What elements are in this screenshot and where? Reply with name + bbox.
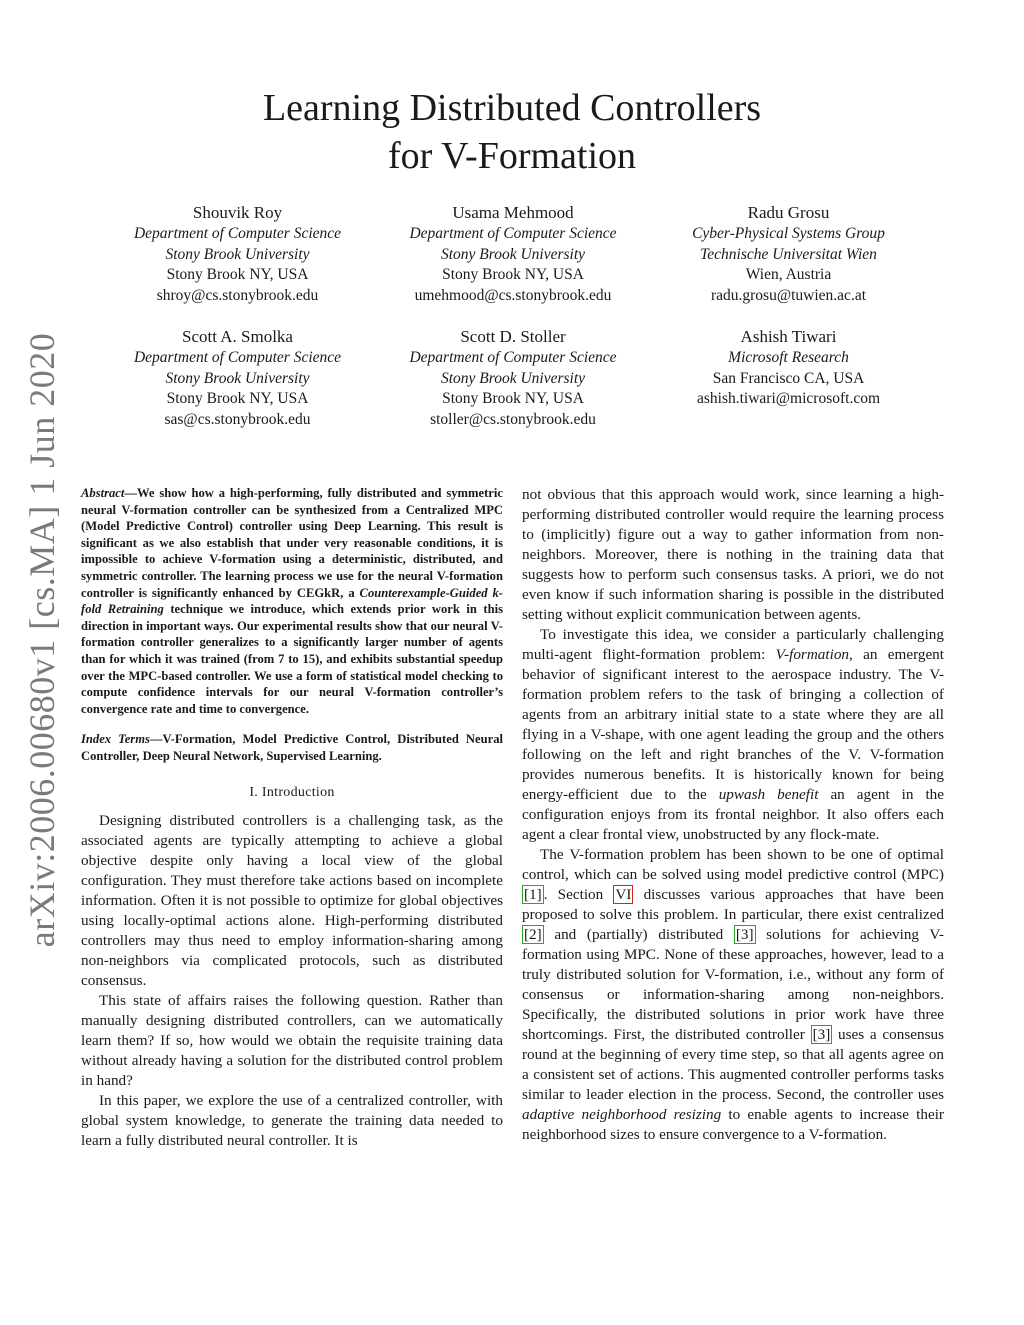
text-run: uses a consensus round at the beginning of every time step, so that all agents agree on a consistent set of actions. This augmented controller performs tasks similar to leader election in the process. Second, the controller uses <box>522 1026 944 1103</box>
author-name: Scott A. Smolka <box>182 327 293 346</box>
author-inst: Stony Brook University <box>440 369 586 387</box>
author-email: ashish.tiwari@microsoft.com <box>696 390 881 407</box>
author-name: Scott D. Stoller <box>460 327 566 346</box>
author-location: Stony Brook NY, USA <box>166 266 309 283</box>
author-dept: Department of Computer Science <box>133 349 342 366</box>
author-block <box>100 202 926 450</box>
author-email: stoller@cs.stonybrook.edu <box>430 410 596 428</box>
author-dept: Microsoft Research <box>728 349 849 366</box>
body-paragraph: not obvious that this approach would work, since learning a high-performing distributed controller would require the learning process to (implicitly) figure out a way to gather information from non-neighbors. Moreover, there is nothing in the training data that suggests how to perform such consensus tasks. A priori, we do not even know if such information sharing is possible in the distributed setting without explicit communication between agents. <box>522 486 944 623</box>
author-name: Shouvik Roy <box>192 203 283 222</box>
paper-title <box>0 84 1024 180</box>
text-run: to enable agents to increase their neighborhood sizes to ensure convergence to a V-formation. <box>522 1106 944 1143</box>
index-terms-text: —V-Formation, Model Predictive Control, Distributed Neural Controller, Deep Neural Network, Supervised Learning. <box>81 732 503 763</box>
author-dept: Cyber-Physical Systems Group <box>692 225 885 242</box>
emphasis: upwash benefit <box>718 786 819 803</box>
index-terms <box>81 731 503 764</box>
author-email: sas@cs.stonybrook.edu <box>164 410 311 428</box>
author-name: Usama Mehmood <box>452 203 574 222</box>
author-card <box>651 202 926 306</box>
author-row-2 <box>100 326 926 430</box>
text-run: solutions for achieving V-formation using MPC. None of these approaches, however, lead to a truly distributed solution for V-formation, i.e., without any form of consensus or information-sharing among non-neighbors. Specifically, the distributed solutions in prior work have three shortcomings. First, the distributed controller <box>522 926 944 1043</box>
text-run: and (partially) distributed <box>543 926 734 943</box>
author-email: umehmood@cs.stonybrook.edu <box>414 286 612 304</box>
title-line-1: Learning Distributed Controllers <box>262 87 762 129</box>
author-card <box>100 202 375 306</box>
intro-paragraph: This state of affairs raises the following question. Rather than manually designing distributed controllers, can we automatically learn them? If so, how would we obtain the requisite training data without already having a solution for the distributed control problem in hand? <box>81 991 503 1089</box>
abstract-technique-name: Counterexample-Guided k-fold Retraining <box>81 585 503 617</box>
citation-link[interactable]: [3] <box>735 926 754 943</box>
abstract-text-continued: technique we introduce, which extends prior work in this direction in important ways. Our experimental results show that our neural V-formation controller generalizes to a significantly larger number of agents than for which it was trained (from 7 to 15), and exhibits substantial speedup over the MPC-based controller. We use a form of statistical model checking to compute confidence intervals for our neural V-formation controller’s convergence rate and time to convergence. <box>81 602 503 716</box>
author-inst: Stony Brook University <box>440 245 586 263</box>
text-run: discusses various approaches that have been proposed to solve this problem. In particular, there exist centralized <box>522 886 944 923</box>
section-heading: I. Introduction <box>249 784 335 800</box>
body-paragraph <box>522 845 944 1145</box>
emphasis: adaptive neighborhood resizing <box>522 1106 722 1123</box>
author-row-1 <box>100 202 926 306</box>
text-run: To investigate this idea, we consider a particularly challenging multi-agent flight-formation problem: <box>522 626 944 663</box>
author-card <box>376 202 651 306</box>
author-card <box>100 326 375 430</box>
author-dept: Department of Computer Science <box>133 225 342 242</box>
text-run: . Section <box>543 886 614 903</box>
section-link[interactable]: VI <box>615 886 632 903</box>
emphasis: V-formation <box>775 646 850 663</box>
right-column <box>522 485 944 1145</box>
author-inst: Stony Brook University <box>165 369 310 387</box>
text-run: , an emergent behavior of significant interest to the aerospace industry. The V-formation problem refers to the task of bringing a collection of agents from an arbitrary initial state to a state where they are all flying in a V-shape, with one agent leading the group and the others following on the left and right branches of the V. V-formation provides numerous benefits. It is historically known for being energy-efficient due to the <box>522 646 944 803</box>
index-terms-label: Index Terms <box>81 732 150 747</box>
citation-link[interactable]: [3] <box>812 1026 831 1043</box>
arxiv-identifier: arXiv:2006.00680v1 [cs.MA] 1 Jun 2020 <box>22 332 62 948</box>
author-dept: Department of Computer Science <box>409 225 617 242</box>
author-location: Stony Brook NY, USA <box>442 390 584 407</box>
intro-paragraph: Designing distributed controllers is a challenging task, as the associated agents are typically attempting to achieve a global objective despite only having a local view of the global configuration. They must therefore take actions based on incomplete information. Often it is not possible to optimize for global objectives using locally-optimal actions alone. High-performing distributed controllers may thus need to employ information-sharing among non-neighbors via complicated protocols, such as distributed consensus. <box>81 811 503 989</box>
author-location: Stony Brook NY, USA <box>166 390 309 407</box>
author-location: Wien, Austria <box>745 266 832 283</box>
title-line-2: for V-Formation <box>387 135 637 177</box>
author-card <box>651 326 926 430</box>
author-name: Radu Grosu <box>747 203 830 222</box>
citation-link[interactable]: [2] <box>524 926 542 943</box>
abstract-text: —We show how a high-performing, fully distributed and symmetric neural V-formation controller can be synthesized from a Centralized MPC (Model Predictive Control) controller using Deep Learning. This result is significant as we also establish that under very reasonable conditions, it is impossible to achieve V-formation using a deterministic, distributed, and symmetric controller. The learning process we use for the neural V-formation controller is significantly enhanced by CEGkR, a <box>81 486 503 600</box>
left-column <box>81 485 503 1151</box>
author-card <box>376 326 651 430</box>
author-name: Ashish Tiwari <box>740 327 837 346</box>
author-inst: Stony Brook University <box>165 245 310 263</box>
text-run: The V-formation problem has been shown to be one of optimal control, which can be solved using model predictive control (MPC) <box>522 846 944 883</box>
author-location: San Francisco CA, USA <box>712 369 865 387</box>
author-email: radu.grosu@tuwien.ac.at <box>710 286 866 304</box>
author-inst: Technische Universitat Wien <box>700 245 877 263</box>
author-location: Stony Brook NY, USA <box>442 266 584 283</box>
body-paragraph <box>522 625 944 845</box>
intro-paragraph: In this paper, we explore the use of a centralized controller, with global system knowledge, to generate the training data needed to learn a fully distributed neural controller. It is <box>81 1091 503 1149</box>
text-run: an agent in the configuration enjoys from its frontal neighbor. It also offers each agent a clear frontal view, unobstructed by any flock-mate. <box>522 786 945 843</box>
citation-link[interactable]: [1] <box>524 886 542 903</box>
author-dept: Department of Computer Science <box>409 349 617 366</box>
author-email: shroy@cs.stonybrook.edu <box>156 286 319 304</box>
abstract-label: Abstract <box>81 486 125 500</box>
abstract <box>81 485 503 717</box>
